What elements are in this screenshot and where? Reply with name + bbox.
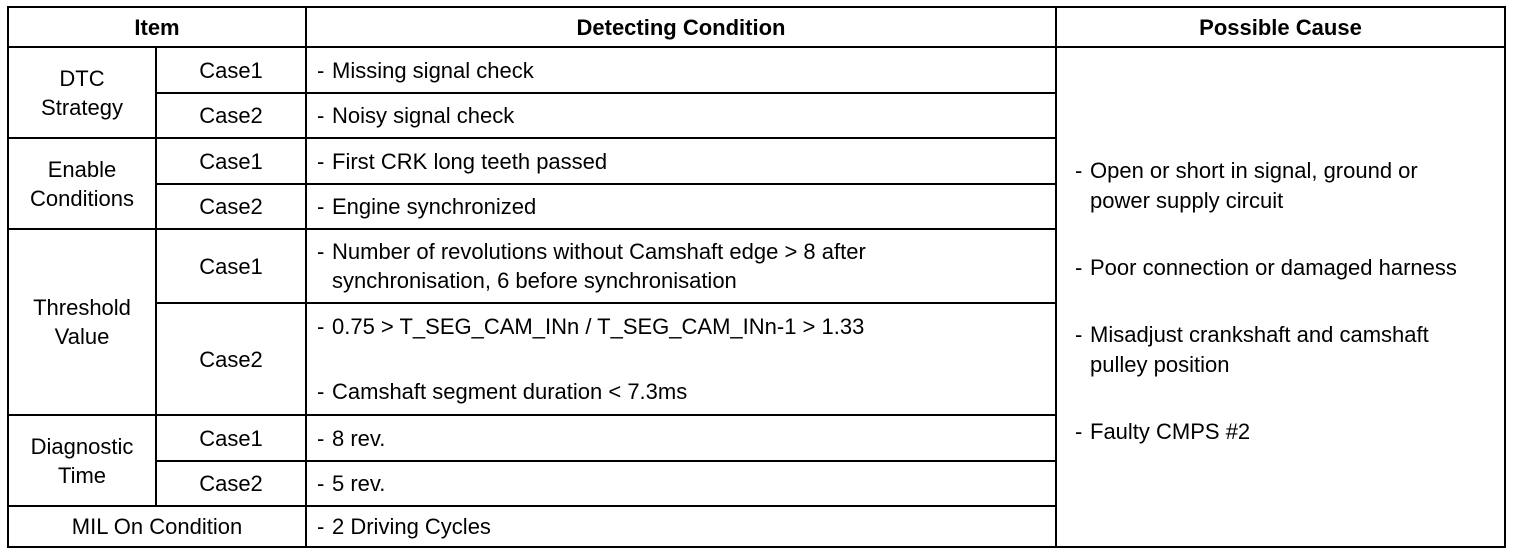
condition-text: 2 Driving Cycles: [332, 514, 491, 539]
case-label: Case1: [199, 148, 263, 174]
case-label: Case2: [199, 103, 263, 128]
case-label: Case2: [199, 346, 263, 372]
condition-cell: - 2 Driving Cycles: [317, 514, 491, 539]
condition-text: 8 rev.: [332, 425, 386, 451]
case-label: Case1: [199, 57, 263, 83]
item-dtc-strategy: DTC Strategy: [41, 65, 123, 120]
item-threshold-value: Threshold Value: [33, 295, 131, 349]
cause-item: - Misadjust crankshaft and camshaft pulley position: [1075, 322, 1429, 377]
condition-text: First CRK long teeth passed: [332, 148, 608, 174]
condition-cell: - First CRK long teeth passed: [317, 148, 608, 174]
condition-cell: - 0.75 > T_SEG_CAM_INn / T_SEG_CAM_INn-1 > 1.33 - Camshaft segment duration < 7.3ms: [317, 314, 865, 404]
condition-cell: - Engine synchronized: [317, 194, 537, 219]
condition-text: 0.75 > T_SEG_CAM_INn / T_SEG_CAM_INn-1 > 1.33: [332, 314, 865, 339]
cause-item: - Faulty CMPS #2: [1075, 419, 1251, 444]
condition-cell: - 5 rev.: [317, 471, 386, 496]
item-diagnostic-time: Diagnostic Time: [30, 433, 134, 488]
condition-text: Missing signal check: [332, 57, 534, 83]
case-label: Case2: [199, 194, 263, 219]
header-detecting-condition: Detecting Condition: [576, 14, 786, 40]
item-mil-on-condition: MIL On Condition: [71, 514, 243, 539]
condition-cell: - Number of revolutions without Camshaft edge > 8 after synchronisation, 6 before synchronisation: [307, 230, 1055, 302]
item-enable-conditions: Enable Conditions: [30, 156, 134, 211]
condition-text: Noisy signal check: [332, 103, 515, 128]
condition-text: Number of revolutions without Camshaft edge > 8 after synchronisation, 6 before synchronisation: [332, 239, 866, 293]
cause-item: - Poor connection or damaged harness: [1075, 255, 1457, 280]
condition-text: 5 rev.: [332, 471, 386, 496]
condition-cell: - Noisy signal check: [317, 103, 515, 128]
condition-cell: - Missing signal check: [317, 57, 534, 83]
header-possible-cause: Possible Cause: [1199, 14, 1362, 40]
case-label: Case1: [199, 253, 263, 279]
case-label: Case1: [199, 425, 263, 451]
case-label: Case2: [199, 471, 263, 496]
header-item: Item: [134, 14, 180, 40]
condition-cell: - 8 rev.: [317, 425, 386, 451]
condition-text: Engine synchronized: [332, 194, 537, 219]
possible-cause-cell: [1057, 48, 1504, 546]
cause-item: - Open or short in signal, ground or power supply circuit: [1075, 158, 1418, 213]
condition-text: Camshaft segment duration < 7.3ms: [332, 379, 688, 404]
